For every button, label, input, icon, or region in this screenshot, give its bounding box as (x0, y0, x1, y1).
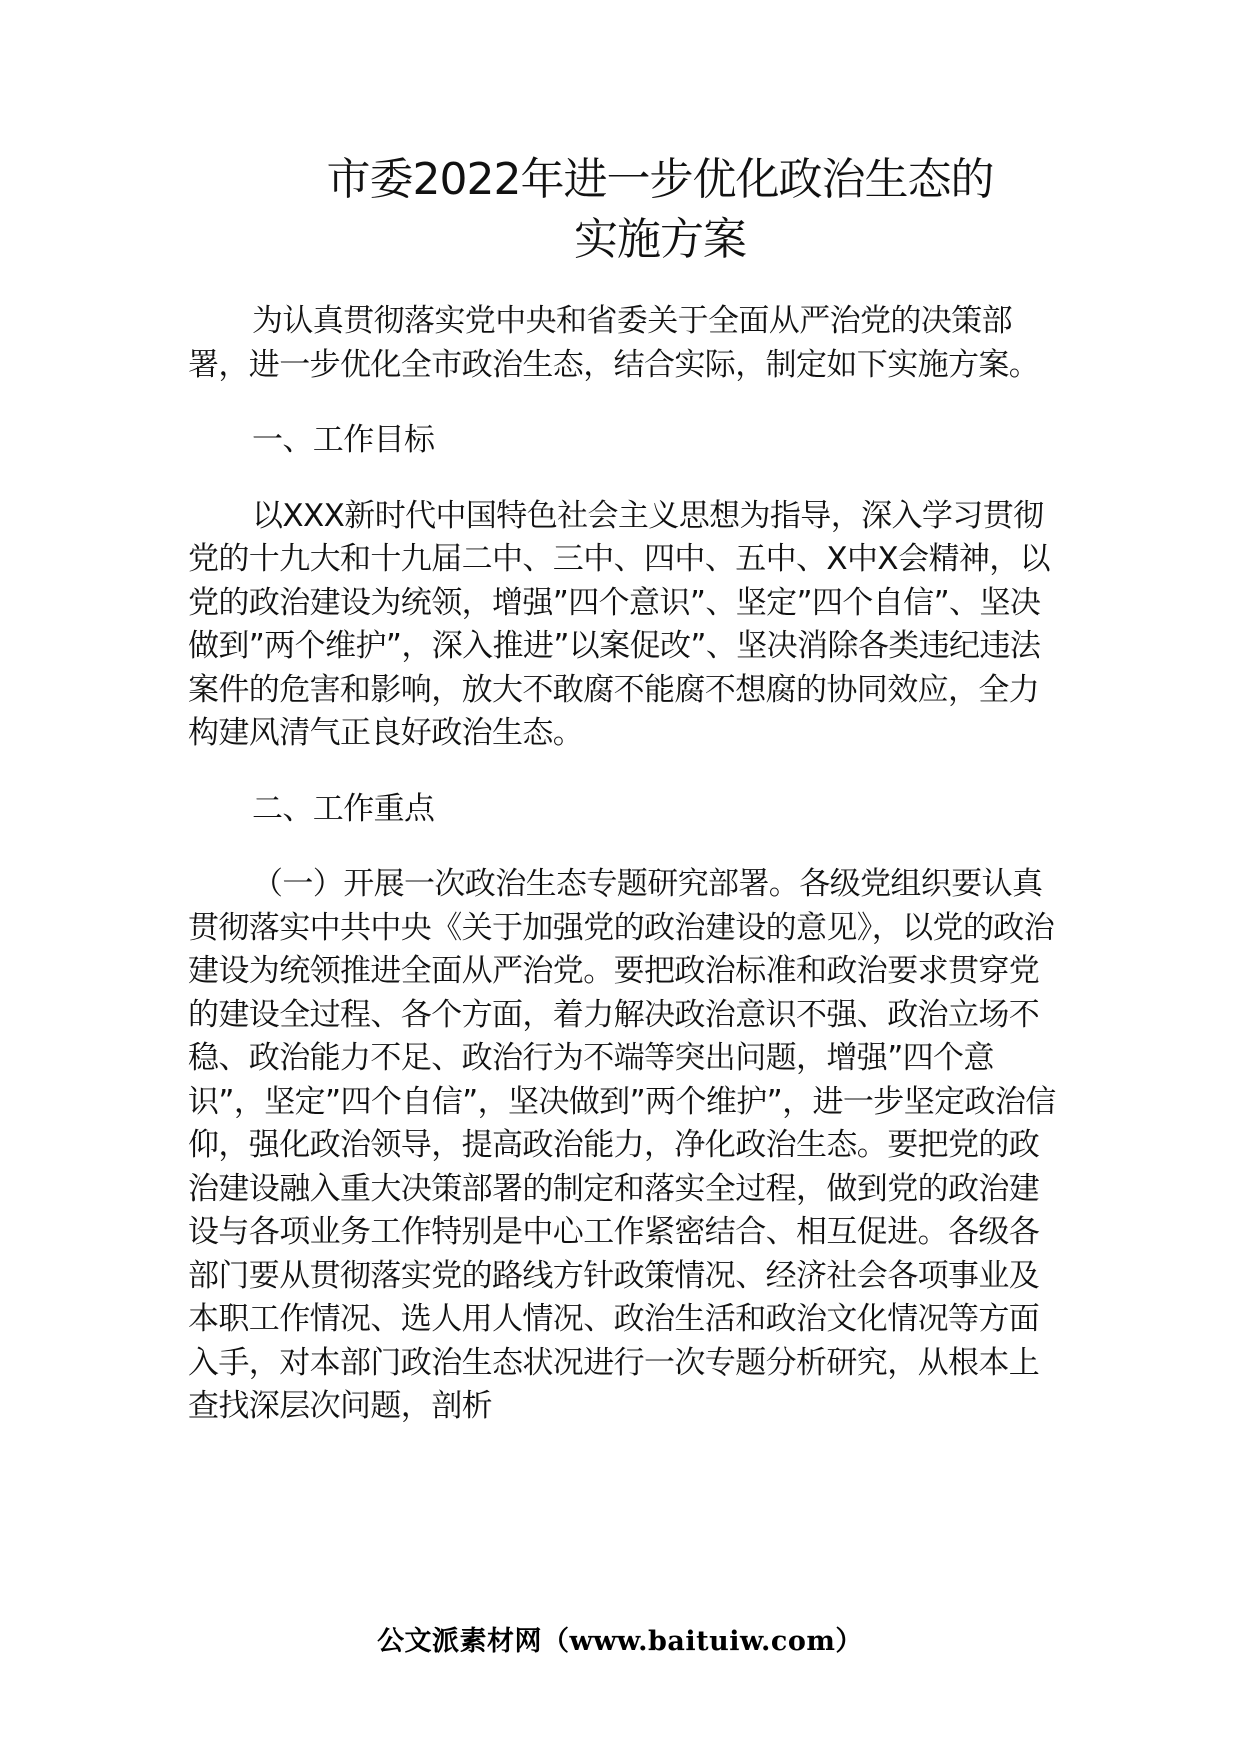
title-line-2: 实施方案 (574, 214, 746, 265)
document-title (260, 150, 1060, 270)
focus-paragraph-1: （一）开展一次政治生态专题研究部署。各级党组织要认真贯彻落实中共中央《关于加强党的政治建设的意见》，以党的政治建设为统领推进全面从严治党。要把政治标准和政治要求贯穿党的建设全过程、各个方面，着力解决政治意识不强、政治立场不稳、政治能力不足、政治行为不端等突出问题，增强”四个意识”，坚定”四个自信”，坚决做到”两个维护”，进一步坚定政治信仰，强化政治领导，提高政治能力，净化政治生态。要把党的政治建设融入重大决策部署的制定和落实全过程，做到党的政治建设与各项业务工作特别是中心工作紧密结合、相互促进。各级各部门要从贯彻落实党的路线方针政策情况、经济社会各项事业及本职工作情况、选人用人情况、政治生活和政治文化情况等方面入手，对本部门政治生态状况进行一次专题分析研究，从根本上查找深层次问题，剖析 (188, 866, 1056, 1424)
goals-paragraph: 以XXX新时代中国特色社会主义思想为指导，深入学习贯彻党的十九大和十九届二中、三中、四中、五中、X中X会精神，以党的政治建设为统领，增强”四个意识”、坚定”四个自信”、坚决做到”两个维护”，深入推进”以案促改”、坚决消除各类违纪违法案件的危害和影响，放大不敢腐不能腐不想腐的协同效应，全力构建风清气正良好政治生态。 (188, 497, 1051, 751)
footer-watermark: 公文派素材网（www.baituiw.com） (377, 1626, 863, 1657)
document-body (188, 300, 1063, 1429)
title-line-1: 市委2022年进一步优化政治生态的 (326, 154, 994, 205)
section-heading-goals: 一、工作目标 (252, 422, 435, 458)
section-heading-focus: 二、工作重点 (252, 790, 435, 827)
intro-paragraph: 为认真贯彻落实党中央和省委关于全面从严治党的决策部署，进一步优化全市政治生态，结合实际，制定如下实施方案。 (188, 303, 1040, 383)
